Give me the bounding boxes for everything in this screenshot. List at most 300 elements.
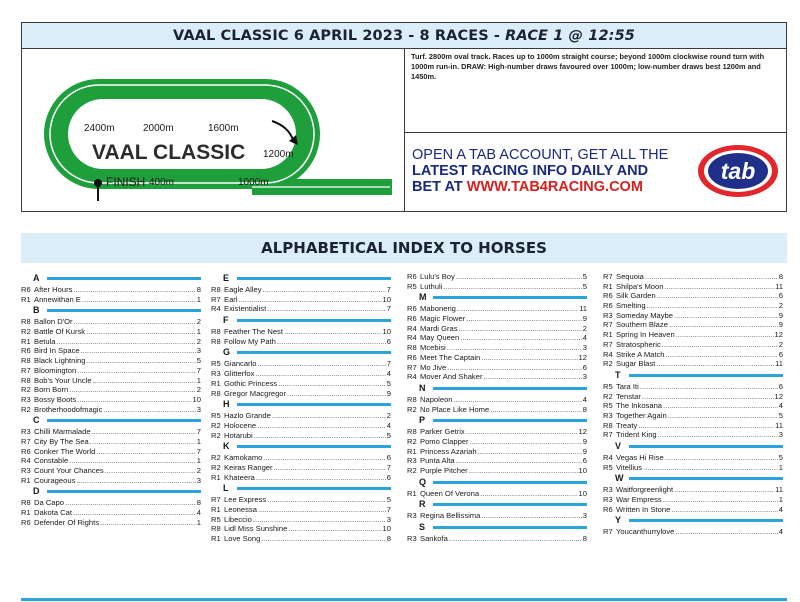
horse-entry xyxy=(407,456,587,466)
section-header-v xyxy=(603,440,783,452)
horse-entry xyxy=(211,534,391,544)
horse-entry xyxy=(21,466,201,476)
horse-name: Southern Blaze xyxy=(616,320,668,330)
section-letter: R xyxy=(419,499,426,510)
horse-name: Lulu's Boy xyxy=(420,272,455,281)
section-rule xyxy=(237,351,391,354)
race-number: R5 xyxy=(211,411,221,421)
horse-entry xyxy=(21,456,201,466)
horse-entry xyxy=(21,295,201,305)
race-number: R2 xyxy=(211,462,221,472)
horse-name: Ballon D'Or xyxy=(34,317,73,327)
section-header-e xyxy=(211,272,391,284)
race-number: R8 xyxy=(407,394,417,404)
leader-dots xyxy=(267,304,386,314)
horse-entry xyxy=(211,453,391,463)
section-header-g xyxy=(211,346,391,358)
horse-entry xyxy=(407,427,587,437)
horse-number: 3 xyxy=(196,475,201,485)
horse-number: 9 xyxy=(582,436,587,446)
race-number: R3 xyxy=(603,495,613,505)
race-number: R5 xyxy=(603,462,613,472)
tab-logo-icon xyxy=(696,143,780,199)
horse-entry xyxy=(211,473,391,483)
leader-dots xyxy=(642,392,774,402)
race-number: R8 xyxy=(21,375,31,385)
horse-name: Trident King xyxy=(616,430,657,440)
race-number: R4 xyxy=(407,333,417,343)
leader-dots xyxy=(90,437,196,447)
horse-name: Holocene xyxy=(224,420,257,430)
horse-entry xyxy=(407,363,587,373)
horse-number: 8 xyxy=(582,404,587,414)
horse-number: 6 xyxy=(582,456,587,466)
horse-entry xyxy=(603,301,783,311)
section-letter: Y xyxy=(615,515,622,526)
race-number: R8 xyxy=(407,343,417,353)
race-number: R8 xyxy=(211,336,221,346)
leader-dots xyxy=(284,327,382,337)
horse-name: Treaty xyxy=(616,420,638,430)
horse-entry xyxy=(603,430,783,440)
horse-name: Earl xyxy=(224,294,238,304)
horse-number: 5 xyxy=(582,272,587,281)
leader-dots xyxy=(490,405,582,415)
horse-number: 5 xyxy=(386,495,391,505)
horse-name: Punta Alta xyxy=(420,456,455,466)
horse-number: 10 xyxy=(192,394,201,404)
race-number: R2 xyxy=(211,420,221,430)
leader-dots xyxy=(258,359,386,369)
horse-entry xyxy=(21,447,201,457)
horse-entry xyxy=(21,476,201,486)
horse-number: 2 xyxy=(196,317,201,327)
section-header-n xyxy=(407,382,587,394)
section-letter: A xyxy=(33,273,40,283)
horse-entry xyxy=(603,330,783,340)
race-number: R3 xyxy=(603,485,613,495)
horse-entry xyxy=(603,350,783,360)
horse-name: Written In Stone xyxy=(616,504,671,514)
horse-name: Purple Pitcher xyxy=(420,466,468,475)
horse-entry xyxy=(211,524,391,534)
section-letter: T xyxy=(615,369,621,380)
horse-number: 1 xyxy=(778,495,783,505)
horse-number: 4 xyxy=(778,527,783,537)
leader-dots xyxy=(480,489,577,499)
section-rule xyxy=(433,296,587,299)
section-letter: K xyxy=(223,441,230,452)
leader-dots xyxy=(73,508,196,518)
horse-number: 7 xyxy=(196,446,201,456)
horse-number: 4 xyxy=(582,333,587,343)
leader-dots xyxy=(666,350,778,360)
horse-number: 8 xyxy=(196,285,201,294)
race-number: R3 xyxy=(407,534,417,544)
leader-dots xyxy=(257,421,386,431)
race-number: R1 xyxy=(603,281,613,291)
leader-dots xyxy=(483,372,581,382)
horse-entry xyxy=(407,511,587,521)
leader-dots xyxy=(663,401,778,411)
section-rule xyxy=(47,277,201,280)
label-2400m: 2400m xyxy=(84,123,115,134)
horse-number: 3 xyxy=(582,343,587,353)
horse-entry xyxy=(407,405,587,415)
horse-entry xyxy=(407,314,587,324)
horse-name: Love Song xyxy=(224,534,261,544)
horse-number: 2 xyxy=(196,466,201,475)
horse-name: Mcebisi xyxy=(420,343,446,353)
leader-dots xyxy=(277,337,386,347)
horse-entry xyxy=(211,369,391,379)
leader-dots xyxy=(469,466,578,476)
horse-entry xyxy=(21,405,201,415)
leader-dots xyxy=(92,427,196,437)
race-number: R7 xyxy=(211,495,221,505)
section-rule xyxy=(47,309,201,312)
horse-number: 7 xyxy=(386,505,391,514)
index-title-bar xyxy=(21,233,787,263)
leader-dots xyxy=(456,456,582,466)
section-rule xyxy=(629,374,783,377)
horse-number: 5 xyxy=(582,281,587,291)
horse-name: Magic Flower xyxy=(420,314,466,324)
leader-dots xyxy=(669,320,778,330)
leader-dots xyxy=(668,411,778,421)
horse-entry xyxy=(211,285,391,295)
horse-number: 7 xyxy=(386,462,391,472)
horse-number: 4 xyxy=(778,401,783,411)
horse-entry xyxy=(21,498,201,508)
horse-number: 9 xyxy=(582,314,587,324)
race-number: R3 xyxy=(21,466,31,475)
race-number: R7 xyxy=(603,339,613,349)
race-number: R6 xyxy=(21,446,31,456)
leader-dots xyxy=(93,376,196,386)
race-number: R3 xyxy=(603,310,613,320)
race-number: R4 xyxy=(407,372,417,382)
horse-number: 12 xyxy=(578,352,587,362)
horse-name: City By The Sea xyxy=(34,436,89,446)
horse-number: 9 xyxy=(582,446,587,456)
horse-entry xyxy=(211,379,391,389)
race-number: R5 xyxy=(211,514,221,524)
horse-name: Silk Garden xyxy=(616,291,656,301)
horse-name: Luthuli xyxy=(420,281,443,291)
leader-dots xyxy=(676,330,774,340)
horse-entry xyxy=(407,466,587,476)
horse-number: 2 xyxy=(386,411,391,421)
horse-entry xyxy=(603,291,783,301)
section-header-b xyxy=(21,304,201,316)
horse-number: 4 xyxy=(386,369,391,379)
race-number: R2 xyxy=(407,404,417,414)
horse-number: 6 xyxy=(778,291,783,301)
race-number: R3 xyxy=(211,369,221,379)
horse-entry xyxy=(603,401,783,411)
index-title: ALPHABETICAL INDEX TO HORSES xyxy=(261,239,547,257)
leader-dots xyxy=(478,447,582,457)
leader-dots xyxy=(638,421,774,431)
horse-name: Leonessa xyxy=(224,505,257,514)
race-number: R1 xyxy=(211,472,221,482)
label-1000m: 1000m xyxy=(238,177,269,188)
leader-dots xyxy=(253,515,386,525)
race-number: R6 xyxy=(603,291,613,301)
horse-number: 10 xyxy=(382,294,391,304)
horse-number: 7 xyxy=(196,427,201,437)
leader-dots xyxy=(103,405,195,415)
race-number: R2 xyxy=(21,404,31,414)
section-rule xyxy=(629,477,783,480)
section-rule xyxy=(237,319,391,322)
race-number: R1 xyxy=(211,505,221,514)
horse-entry xyxy=(407,343,587,353)
leader-dots xyxy=(76,476,195,486)
race-number: R8 xyxy=(21,356,31,366)
horse-name: Count Your Chances xyxy=(34,466,104,475)
horse-entry xyxy=(21,356,201,366)
race-number: R7 xyxy=(603,272,613,281)
horse-name: Chilli Marmalade xyxy=(34,427,91,437)
promo-url[interactable]: WWW.TAB4RACING.COM xyxy=(466,179,643,195)
horse-name: Parker Getrix xyxy=(420,427,465,437)
index-column-4 xyxy=(603,272,783,537)
horse-name: Tara Iti xyxy=(616,381,639,391)
section-rule xyxy=(47,419,201,422)
horse-entry xyxy=(603,311,783,321)
finish-label: FINISH xyxy=(106,175,146,189)
race-number: R7 xyxy=(211,294,221,304)
horse-number: 9 xyxy=(386,388,391,398)
horse-name: Lidl Miss Sunshine xyxy=(224,524,288,534)
horse-entry xyxy=(407,395,587,405)
track-map xyxy=(22,49,404,211)
section-header-a xyxy=(21,272,201,284)
horse-number: 7 xyxy=(386,359,391,369)
horse-name: Bob's Your Uncle xyxy=(34,375,92,385)
leader-dots xyxy=(481,511,581,521)
section-letter: H xyxy=(223,399,230,410)
horse-number: 8 xyxy=(196,498,201,508)
horse-number: 11 xyxy=(775,485,783,495)
section-letter: C xyxy=(33,415,40,426)
leader-dots xyxy=(674,485,774,495)
horse-number: 12 xyxy=(774,391,783,401)
leader-dots xyxy=(657,291,778,301)
horse-name: Mover And Shaker xyxy=(420,372,483,382)
horse-number: 1 xyxy=(778,462,783,472)
race-number: R8 xyxy=(211,285,221,294)
race-number: R6 xyxy=(407,304,417,314)
horse-entry xyxy=(603,463,783,473)
horse-number: 5 xyxy=(386,378,391,388)
horse-name: Born Born xyxy=(34,385,69,395)
race-info-card xyxy=(21,22,787,212)
race-number: R2 xyxy=(603,359,613,369)
section-header-w xyxy=(603,472,783,484)
race-number: R6 xyxy=(21,285,31,294)
promo-line-2: LATEST RACING INFO DAILY AND xyxy=(412,163,649,179)
horse-name: Sankofa xyxy=(420,534,448,544)
leader-dots xyxy=(663,495,778,505)
horse-entry xyxy=(603,392,783,402)
leader-dots xyxy=(459,324,582,334)
horse-number: 3 xyxy=(386,514,391,524)
leader-dots xyxy=(278,379,386,389)
horse-name: Hotarubi xyxy=(224,430,253,440)
horse-name: Spring In Heaven xyxy=(616,330,675,340)
horse-number: 5 xyxy=(196,356,201,366)
horse-entry xyxy=(603,282,783,292)
race-title-bar xyxy=(22,23,786,49)
horse-entry xyxy=(603,505,783,515)
horse-number: 10 xyxy=(382,327,391,337)
race-number: R6 xyxy=(407,314,417,324)
horse-entry xyxy=(603,340,783,350)
horse-number: 3 xyxy=(582,511,587,521)
section-rule xyxy=(433,419,587,422)
leader-dots xyxy=(274,463,386,473)
section-rule xyxy=(433,481,587,484)
leader-dots xyxy=(664,282,774,292)
horse-number: 2 xyxy=(196,385,201,395)
horse-name: Annewithan E xyxy=(34,294,81,304)
race-number: R4 xyxy=(603,349,613,359)
horse-entry xyxy=(603,495,783,505)
section-header-q xyxy=(407,476,587,488)
horse-number: 1 xyxy=(196,294,201,304)
race-number: R1 xyxy=(21,336,31,346)
race-number: R2 xyxy=(603,391,613,401)
horse-entry xyxy=(211,515,391,525)
horse-number: 7 xyxy=(196,365,201,375)
index-column-1 xyxy=(21,272,201,527)
horse-number: 2 xyxy=(196,336,201,346)
race-number: R3 xyxy=(21,427,31,437)
horse-entry xyxy=(21,327,201,337)
leader-dots xyxy=(640,382,778,392)
leader-dots xyxy=(460,333,582,343)
race-number: R4 xyxy=(21,456,31,466)
horse-name: Bloomington xyxy=(34,365,77,375)
horse-name: Tenstar xyxy=(616,391,641,401)
bottom-rule xyxy=(21,598,787,601)
horse-name: Libeccio xyxy=(224,514,252,524)
leader-dots xyxy=(643,463,778,473)
section-rule xyxy=(237,487,391,490)
leader-dots xyxy=(258,505,386,515)
leader-dots xyxy=(73,285,195,295)
race-number: R5 xyxy=(603,381,613,391)
tab-promo[interactable] xyxy=(405,133,787,210)
horse-number: 9 xyxy=(778,310,783,320)
horse-number: 4 xyxy=(386,420,391,430)
horse-entry xyxy=(407,372,587,382)
horse-name: Regina Bellissima xyxy=(420,511,481,521)
horse-name: Kamokamo xyxy=(224,453,263,463)
horse-entry xyxy=(603,485,783,495)
leader-dots xyxy=(255,369,385,379)
horse-number: 10 xyxy=(578,466,587,475)
leader-dots xyxy=(674,311,778,321)
section-letter: G xyxy=(223,347,231,358)
horse-entry xyxy=(407,447,587,457)
horse-number: 7 xyxy=(386,304,391,314)
horse-number: 9 xyxy=(778,320,783,330)
horse-name: Vitellius xyxy=(616,462,643,472)
race-number: R1 xyxy=(407,446,417,456)
race-number: R5 xyxy=(603,401,613,411)
leader-dots xyxy=(261,534,385,544)
horse-name: Sugar Blast xyxy=(616,359,656,369)
horse-name: Brotherhoodofmagic xyxy=(34,404,103,414)
section-rule xyxy=(237,277,391,280)
race-number: R1 xyxy=(603,330,613,340)
leader-dots xyxy=(263,453,385,463)
horse-name: Keiras Ranger xyxy=(224,462,273,472)
race-number: R2 xyxy=(211,430,221,440)
horse-number: 2 xyxy=(778,339,783,349)
horse-name: Smelting xyxy=(616,301,646,311)
horse-name: Hazlo Grande xyxy=(224,411,271,421)
horse-name: Queen Of Verona xyxy=(420,488,480,498)
section-letter: F xyxy=(223,315,229,326)
horse-entry xyxy=(407,437,587,447)
horse-number: 5 xyxy=(778,410,783,420)
race-number: R2 xyxy=(21,385,31,395)
horse-number: 3 xyxy=(196,404,201,414)
horse-entry xyxy=(603,359,783,369)
horse-entry xyxy=(21,508,201,518)
horse-entry xyxy=(211,359,391,369)
leader-dots xyxy=(57,337,196,347)
section-header-t xyxy=(603,369,783,381)
promo-line-1: OPEN A TAB ACCOUNT, GET ALL THE xyxy=(412,147,669,163)
horse-name: Giancarlo xyxy=(224,359,257,369)
horse-name: Da Capo xyxy=(34,498,64,508)
label-1600m: 1600m xyxy=(208,123,239,134)
leader-dots xyxy=(645,272,778,282)
promo-line-3-prefix: BET AT xyxy=(412,179,467,195)
horse-entry xyxy=(211,327,391,337)
horse-number: 6 xyxy=(386,336,391,346)
race-number: R4 xyxy=(211,304,221,314)
horse-number: 3 xyxy=(196,346,201,356)
section-header-h xyxy=(211,398,391,410)
horse-entry xyxy=(407,272,587,282)
horse-number: 4 xyxy=(778,504,783,514)
horse-name: Conker The World xyxy=(34,446,96,456)
horse-number: 8 xyxy=(386,534,391,544)
horse-number: 5 xyxy=(778,453,783,462)
horse-number: 11 xyxy=(775,281,783,291)
horse-number: 1 xyxy=(196,436,201,446)
race-number: R6 xyxy=(407,352,417,362)
section-rule xyxy=(433,526,587,529)
horse-entry xyxy=(21,317,201,327)
race-number: R8 xyxy=(603,420,613,430)
leader-dots xyxy=(449,534,582,544)
leader-dots xyxy=(658,430,778,440)
race-title-main: VAAL CLASSIC 6 APRIL 2023 - 8 RACES - xyxy=(173,27,506,44)
leader-dots xyxy=(671,505,777,515)
leader-dots xyxy=(105,466,196,476)
horse-name: Gothic Princess xyxy=(224,378,278,388)
leader-dots xyxy=(647,301,778,311)
horse-entry xyxy=(21,395,201,405)
